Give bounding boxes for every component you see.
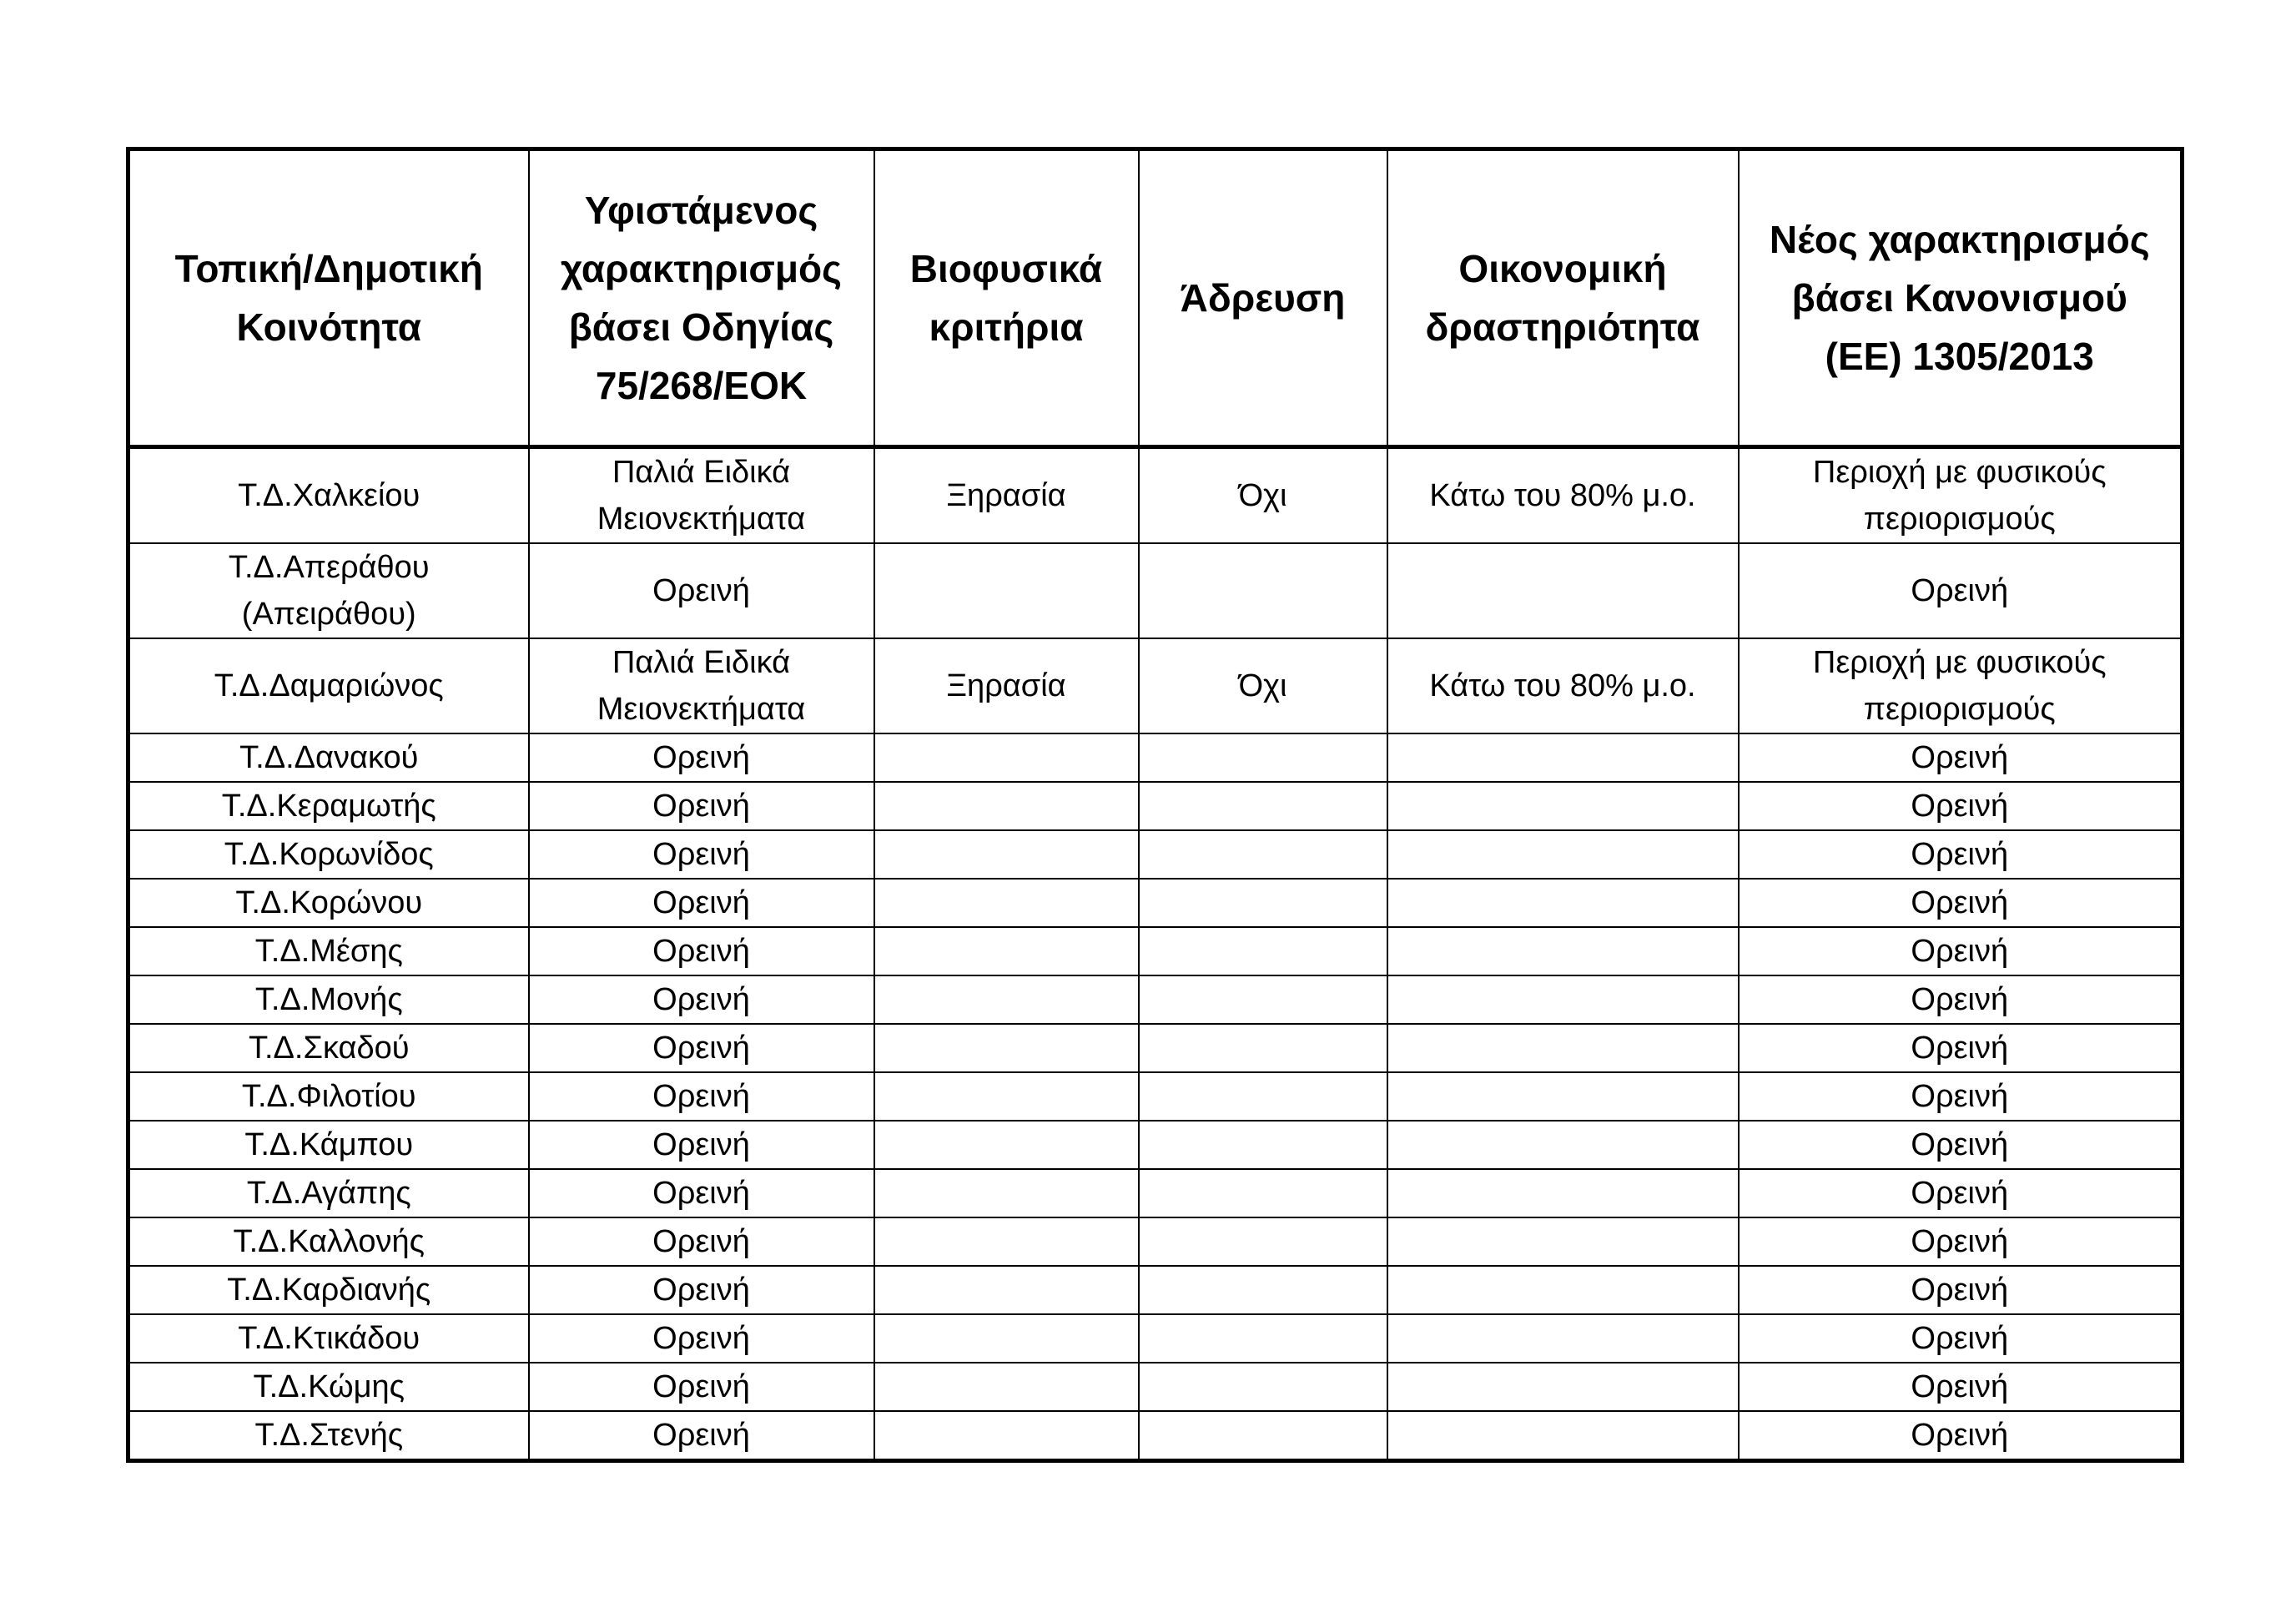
cell-community: Τ.Δ.Κάμπου <box>128 1121 529 1169</box>
cell-community: Τ.Δ.Στενής <box>128 1411 529 1461</box>
cell-community: Τ.Δ.Δανακού <box>128 733 529 782</box>
table-row <box>128 1169 2183 1217</box>
cell-existing-designation: Ορεινή <box>529 830 874 879</box>
cell-economic-activity <box>1387 1266 1739 1314</box>
cell-biophysical-criteria <box>874 975 1139 1024</box>
cell-new-designation: Περιοχή με φυσικούς περιορισμούς <box>1739 447 2183 544</box>
cell-economic-activity <box>1387 733 1739 782</box>
header-new-designation: Νέος χαρακτηρισμός βάσει Κανονισμού (ΕΕ) 1305/2013 <box>1739 149 2183 447</box>
cell-irrigation <box>1139 1266 1387 1314</box>
cell-new-designation: Ορεινή <box>1739 543 2183 638</box>
cell-irrigation <box>1139 1411 1387 1461</box>
cell-economic-activity <box>1387 830 1739 879</box>
cell-irrigation <box>1139 782 1387 830</box>
cell-economic-activity <box>1387 1169 1739 1217</box>
header-community: Τοπική/Δημοτική Κοινότητα <box>128 149 529 447</box>
cell-existing-designation: Ορεινή <box>529 927 874 975</box>
table-row <box>128 1217 2183 1266</box>
cell-community: Τ.Δ.Κτικάδου <box>128 1314 529 1363</box>
cell-new-designation: Ορεινή <box>1739 1266 2183 1314</box>
cell-existing-designation: Ορεινή <box>529 879 874 927</box>
table-row <box>128 1024 2183 1072</box>
cell-economic-activity <box>1387 1217 1739 1266</box>
cell-existing-designation: Ορεινή <box>529 543 874 638</box>
cell-biophysical-criteria <box>874 1121 1139 1169</box>
cell-new-designation: Ορεινή <box>1739 1024 2183 1072</box>
header-biophysical-criteria: Βιοφυσικά κριτήρια <box>874 149 1139 447</box>
cell-irrigation: Όχι <box>1139 447 1387 544</box>
cell-existing-designation: Ορεινή <box>529 1121 874 1169</box>
cell-economic-activity <box>1387 1024 1739 1072</box>
cell-irrigation <box>1139 733 1387 782</box>
cell-irrigation <box>1139 1121 1387 1169</box>
cell-existing-designation: Παλιά Ειδικά Μειονεκτήματα <box>529 638 874 733</box>
cell-new-designation: Ορεινή <box>1739 782 2183 830</box>
cell-economic-activity: Κάτω του 80% μ.ο. <box>1387 447 1739 544</box>
cell-irrigation <box>1139 1024 1387 1072</box>
header-existing-designation: Υφιστάμενος χαρακτηρισμός βάσει Οδηγίας 75/268/ΕΟΚ <box>529 149 874 447</box>
cell-economic-activity <box>1387 1072 1739 1121</box>
cell-irrigation: Όχι <box>1139 638 1387 733</box>
cell-irrigation <box>1139 830 1387 879</box>
cell-biophysical-criteria <box>874 1072 1139 1121</box>
table-row <box>128 1314 2183 1363</box>
cell-community: Τ.Δ.Απεράθου (Απειράθου) <box>128 543 529 638</box>
cell-existing-designation: Ορεινή <box>529 1363 874 1411</box>
cell-biophysical-criteria <box>874 1266 1139 1314</box>
cell-existing-designation: Ορεινή <box>529 1024 874 1072</box>
header-row <box>128 149 2183 447</box>
cell-biophysical-criteria <box>874 1411 1139 1461</box>
table-row <box>128 782 2183 830</box>
cell-irrigation <box>1139 1169 1387 1217</box>
cell-biophysical-criteria <box>874 782 1139 830</box>
table-row <box>128 879 2183 927</box>
table-row <box>128 543 2183 638</box>
table-row <box>128 830 2183 879</box>
cell-community: Τ.Δ.Φιλοτίου <box>128 1072 529 1121</box>
cell-new-designation: Ορεινή <box>1739 1072 2183 1121</box>
header-irrigation: Άδρευση <box>1139 149 1387 447</box>
cell-new-designation: Ορεινή <box>1739 1314 2183 1363</box>
cell-new-designation: Ορεινή <box>1739 927 2183 975</box>
cell-irrigation <box>1139 927 1387 975</box>
cell-existing-designation: Ορεινή <box>529 1411 874 1461</box>
cell-economic-activity <box>1387 543 1739 638</box>
cell-irrigation <box>1139 1314 1387 1363</box>
cell-community: Τ.Δ.Μέσης <box>128 927 529 975</box>
cell-biophysical-criteria <box>874 927 1139 975</box>
cell-new-designation: Ορεινή <box>1739 1411 2183 1461</box>
table-row <box>128 1266 2183 1314</box>
header-economic-activity: Οικονομική δραστηριότητα <box>1387 149 1739 447</box>
cell-community: Τ.Δ.Καρδιανής <box>128 1266 529 1314</box>
table-row <box>128 733 2183 782</box>
cell-community: Τ.Δ.Δαμαριώνος <box>128 638 529 733</box>
cell-new-designation: Ορεινή <box>1739 733 2183 782</box>
cell-existing-designation: Ορεινή <box>529 733 874 782</box>
cell-existing-designation: Ορεινή <box>529 782 874 830</box>
cell-irrigation <box>1139 879 1387 927</box>
cell-community: Τ.Δ.Μονής <box>128 975 529 1024</box>
cell-existing-designation: Ορεινή <box>529 1072 874 1121</box>
cell-irrigation <box>1139 1363 1387 1411</box>
cell-biophysical-criteria <box>874 1024 1139 1072</box>
cell-biophysical-criteria <box>874 1169 1139 1217</box>
cell-economic-activity <box>1387 879 1739 927</box>
table-row <box>128 1411 2183 1461</box>
cell-community: Τ.Δ.Κορωνίδος <box>128 830 529 879</box>
cell-new-designation: Ορεινή <box>1739 1121 2183 1169</box>
cell-community: Τ.Δ.Κεραμωτής <box>128 782 529 830</box>
cell-new-designation: Ορεινή <box>1739 975 2183 1024</box>
cell-community: Τ.Δ.Χαλκείου <box>128 447 529 544</box>
cell-economic-activity <box>1387 927 1739 975</box>
cell-economic-activity <box>1387 975 1739 1024</box>
cell-new-designation: Ορεινή <box>1739 879 2183 927</box>
cell-community: Τ.Δ.Σκαδού <box>128 1024 529 1072</box>
cell-economic-activity <box>1387 1411 1739 1461</box>
cell-new-designation: Ορεινή <box>1739 1363 2183 1411</box>
table-row <box>128 638 2183 733</box>
cell-community: Τ.Δ.Καλλονής <box>128 1217 529 1266</box>
cell-community: Τ.Δ.Κορώνου <box>128 879 529 927</box>
cell-new-designation: Ορεινή <box>1739 830 2183 879</box>
cell-community: Τ.Δ.Αγάπης <box>128 1169 529 1217</box>
cell-biophysical-criteria: Ξηρασία <box>874 638 1139 733</box>
cell-new-designation: Περιοχή με φυσικούς περιορισμούς <box>1739 638 2183 733</box>
table-row <box>128 975 2183 1024</box>
cell-new-designation: Ορεινή <box>1739 1169 2183 1217</box>
cell-irrigation <box>1139 975 1387 1024</box>
cell-existing-designation: Παλιά Ειδικά Μειονεκτήματα <box>529 447 874 544</box>
table-row <box>128 927 2183 975</box>
cell-biophysical-criteria <box>874 733 1139 782</box>
cell-biophysical-criteria <box>874 1217 1139 1266</box>
cell-economic-activity <box>1387 1314 1739 1363</box>
cell-economic-activity <box>1387 782 1739 830</box>
cell-biophysical-criteria <box>874 1314 1139 1363</box>
cell-biophysical-criteria <box>874 1363 1139 1411</box>
cell-existing-designation: Ορεινή <box>529 975 874 1024</box>
cell-irrigation <box>1139 1072 1387 1121</box>
table-row <box>128 1072 2183 1121</box>
table-body <box>128 447 2183 1461</box>
cell-biophysical-criteria: Ξηρασία <box>874 447 1139 544</box>
table-row <box>128 1363 2183 1411</box>
cell-economic-activity: Κάτω του 80% μ.ο. <box>1387 638 1739 733</box>
cell-irrigation <box>1139 543 1387 638</box>
cell-existing-designation: Ορεινή <box>529 1169 874 1217</box>
cell-irrigation <box>1139 1217 1387 1266</box>
cell-biophysical-criteria <box>874 543 1139 638</box>
cell-community: Τ.Δ.Κώμης <box>128 1363 529 1411</box>
table-row <box>128 1121 2183 1169</box>
cell-existing-designation: Ορεινή <box>529 1314 874 1363</box>
cell-existing-designation: Ορεινή <box>529 1266 874 1314</box>
characterization-table <box>126 147 2184 1463</box>
cell-new-designation: Ορεινή <box>1739 1217 2183 1266</box>
cell-biophysical-criteria <box>874 879 1139 927</box>
cell-existing-designation: Ορεινή <box>529 1217 874 1266</box>
cell-economic-activity <box>1387 1121 1739 1169</box>
cell-economic-activity <box>1387 1363 1739 1411</box>
table-row <box>128 447 2183 544</box>
cell-biophysical-criteria <box>874 830 1139 879</box>
